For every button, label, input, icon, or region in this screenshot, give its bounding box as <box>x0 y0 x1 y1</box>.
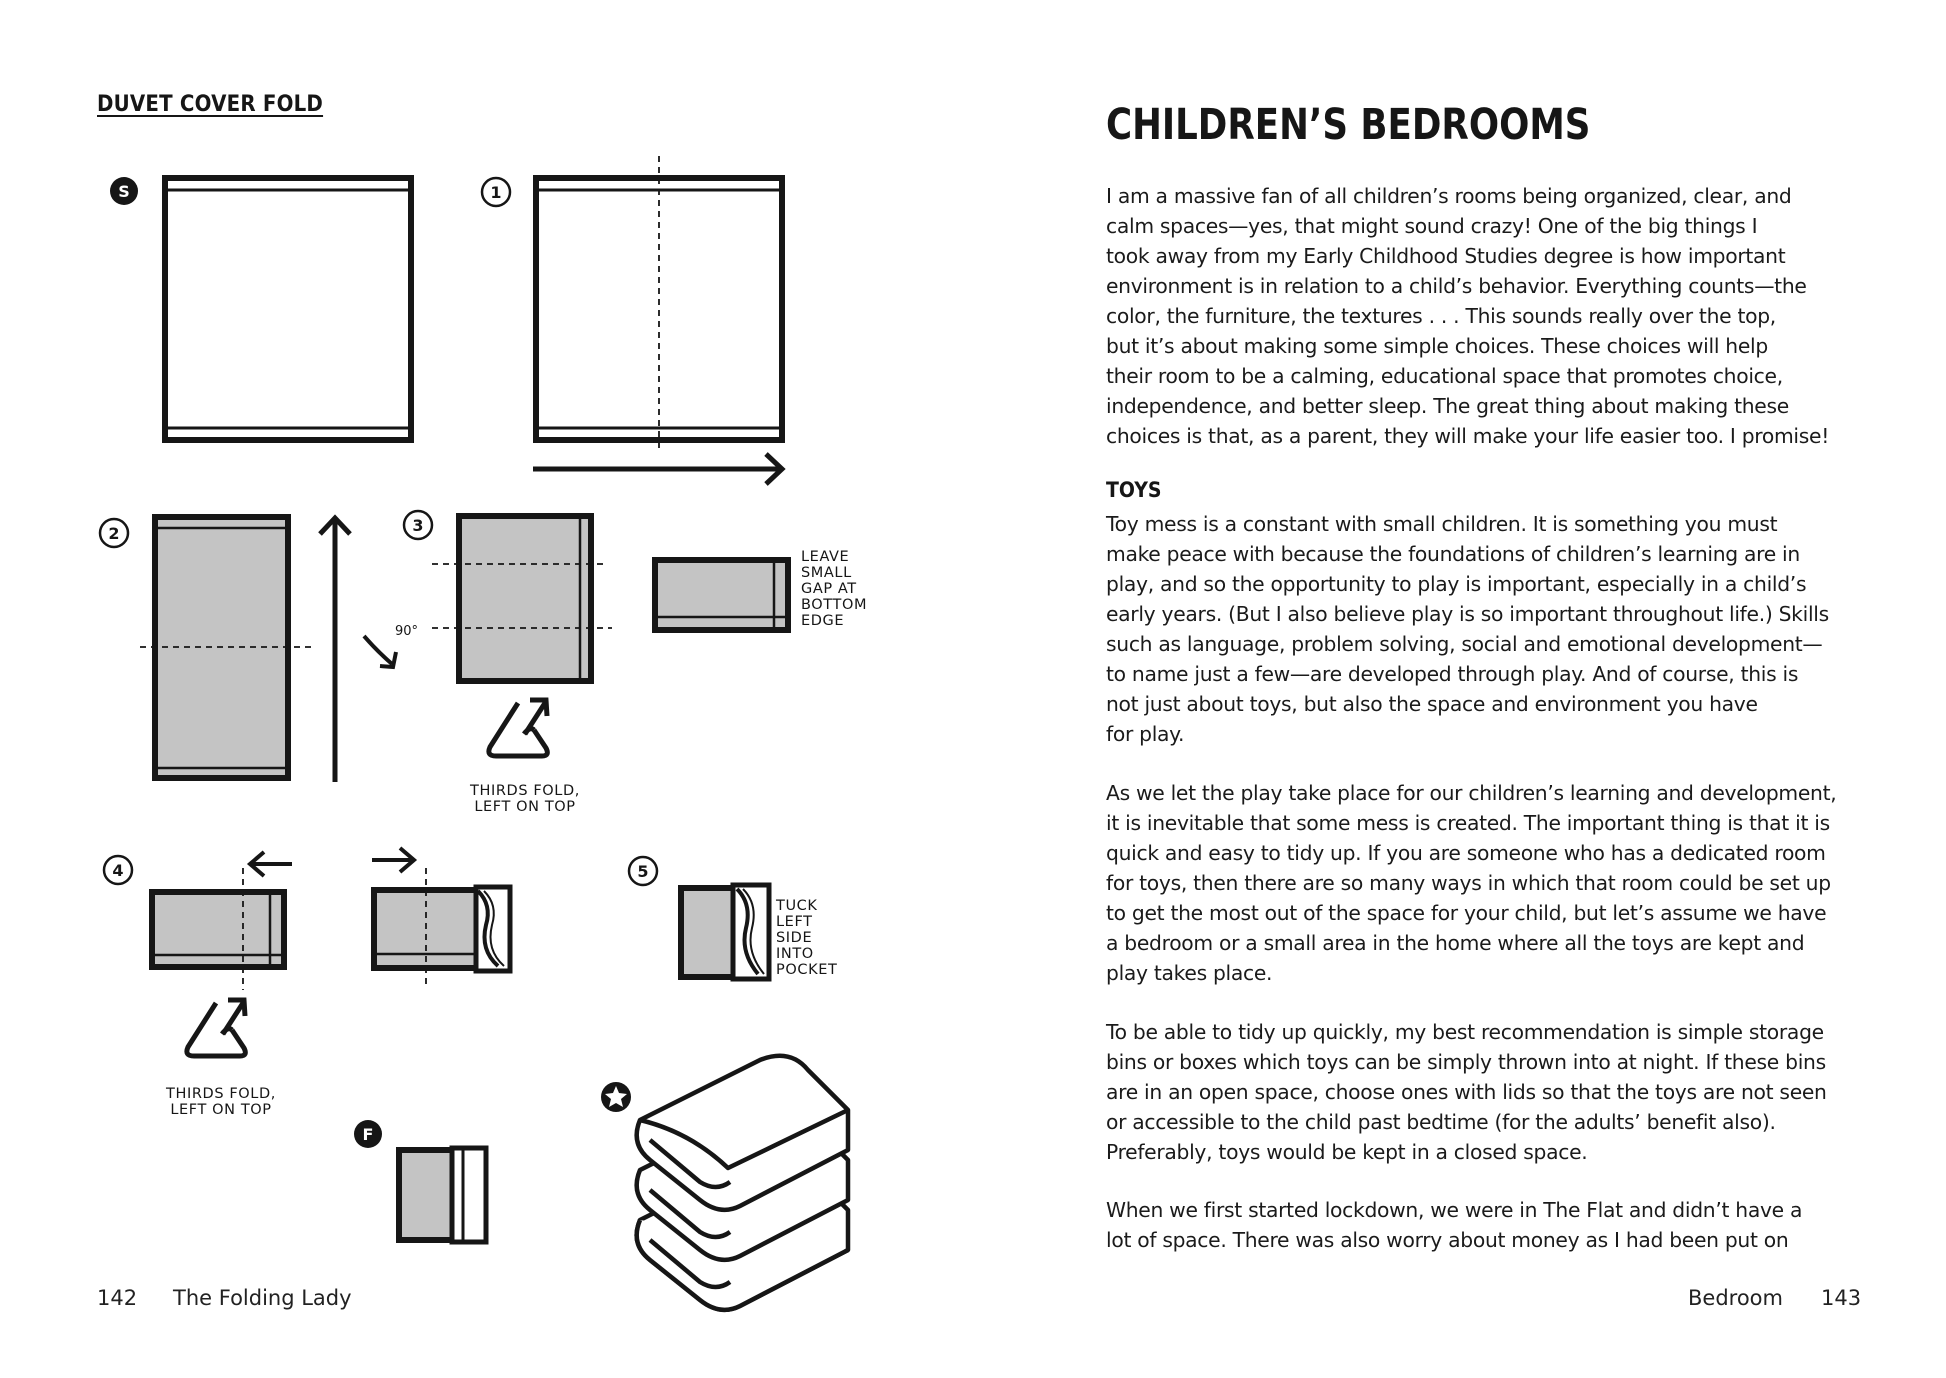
stacked-duvets-icon <box>637 1056 848 1310</box>
thirds-fold-icon-2 <box>187 1000 245 1056</box>
section-title: DUVET COVER FOLD <box>97 92 324 117</box>
leave-gap-label: LEAVE SMALL GAP AT BOTTOM EDGE <box>801 549 868 629</box>
step-3-rotated <box>432 516 612 681</box>
fold-left-small-arrow <box>250 852 292 876</box>
step-2-folded-half <box>140 517 312 778</box>
intro-paragraph: I am a massive fan of all children’s rooms being organized, clear, and calm spaces—yes, that might sound crazy! One of the big things I took away from my Early Childhood Studies degree is how important environment is in relation to a child’s behavior. Everything counts—the color, the furniture, the textures . . . This sounds really over the top, but it’s about making some simple choices. These choices will help their room to be a calming, educational space that promotes choice, independence, and better sleep. The great thing about making these choices is that, as a parent, they will make your life easier too. I promise! <box>1106 184 1830 448</box>
svg-text:5: 5 <box>637 862 649 881</box>
svg-text:F: F <box>362 1125 374 1144</box>
step-1-duvet <box>536 156 782 448</box>
step-4-fold-a <box>152 868 284 990</box>
toys-paragraph-2: As we let the play take place for our children’s learning and development, it is inevitable that some mess is created. The important thing is that it is quick and easy to tidy up. If you are someone who has a dedicated room for toys, then there are so many ways in which that room could be set up to get the most out of the space for your child, but let’s assume we have a bedroom or a small area in the home where all the toys are kept and play takes place. <box>1106 781 1837 985</box>
svg-text:3: 3 <box>412 516 424 535</box>
finished-duvet <box>399 1148 486 1242</box>
svg-text:2: 2 <box>108 524 120 543</box>
step-2-marker <box>100 519 128 547</box>
svg-text:S: S <box>118 182 130 201</box>
finish-marker <box>354 1120 382 1148</box>
right-page-number: 143 <box>1821 1286 1862 1310</box>
step-5-marker <box>629 857 657 885</box>
fold-right-arrow <box>533 454 782 484</box>
rotate-90-icon <box>364 624 418 667</box>
svg-text:4: 4 <box>112 861 124 880</box>
left-page-number: 142 <box>97 1286 138 1310</box>
step-4-marker <box>104 856 132 884</box>
thirds-fold-label-2: THIRDS FOLD, LEFT ON TOP <box>166 1086 276 1118</box>
right-page <box>973 0 1946 1378</box>
step-4-fold-b <box>374 868 510 985</box>
svg-text:1: 1 <box>490 183 502 202</box>
toys-paragraph-3: To be able to tidy up quickly, my best recommendation is simple storage bins or boxes which toys can be simply thrown into at night. If these bins are in an open space, choose ones with lids so that the toys are not seen or accessible to the child past bedtime (for the adults’ benefit also). Preferably, toys would be kept in a closed space. <box>1106 1020 1827 1164</box>
page-heading: CHILDREN’S BEDROOMS <box>1106 100 1591 150</box>
star-icon <box>601 1082 631 1112</box>
tuck-label: TUCK LEFT SIDE INTO POCKET <box>776 898 838 978</box>
step-3-gap-result <box>655 560 788 630</box>
left-running-title: The Folding Lady <box>173 1286 352 1310</box>
fold-up-arrow <box>320 518 350 782</box>
step-s-marker <box>110 177 138 205</box>
step-5-tucked <box>681 885 769 979</box>
step-1-marker <box>482 178 510 206</box>
step-s-duvet-flat <box>165 178 411 440</box>
toys-paragraph-1: Toy mess is a constant with small children. It is something you must make peace with because the foundations of children’s learning are in play, and so the opportunity to play is important, especially in a child’s early years. (But I also believe play is so important throughout life.) Skills such as language, problem solving, social and emotional development— to name just a few—are developed through play. And of course, this is not just about toys, but also the space and environment you have for play. <box>1106 512 1829 746</box>
step-3-marker <box>404 511 432 539</box>
right-running-title: Bedroom <box>1688 1286 1783 1310</box>
fold-right-small-arrow <box>372 848 414 872</box>
toys-paragraph-4: When we first started lockdown, we were in The Flat and didn’t have a lot of space. There was also worry about money as I had been put on <box>1106 1198 1803 1252</box>
thirds-fold-icon-1 <box>489 700 547 756</box>
svg-text:90°: 90° <box>395 624 419 639</box>
thirds-fold-label-1: THIRDS FOLD, LEFT ON TOP <box>470 783 580 815</box>
toys-subheading: TOYS <box>1106 478 1162 502</box>
